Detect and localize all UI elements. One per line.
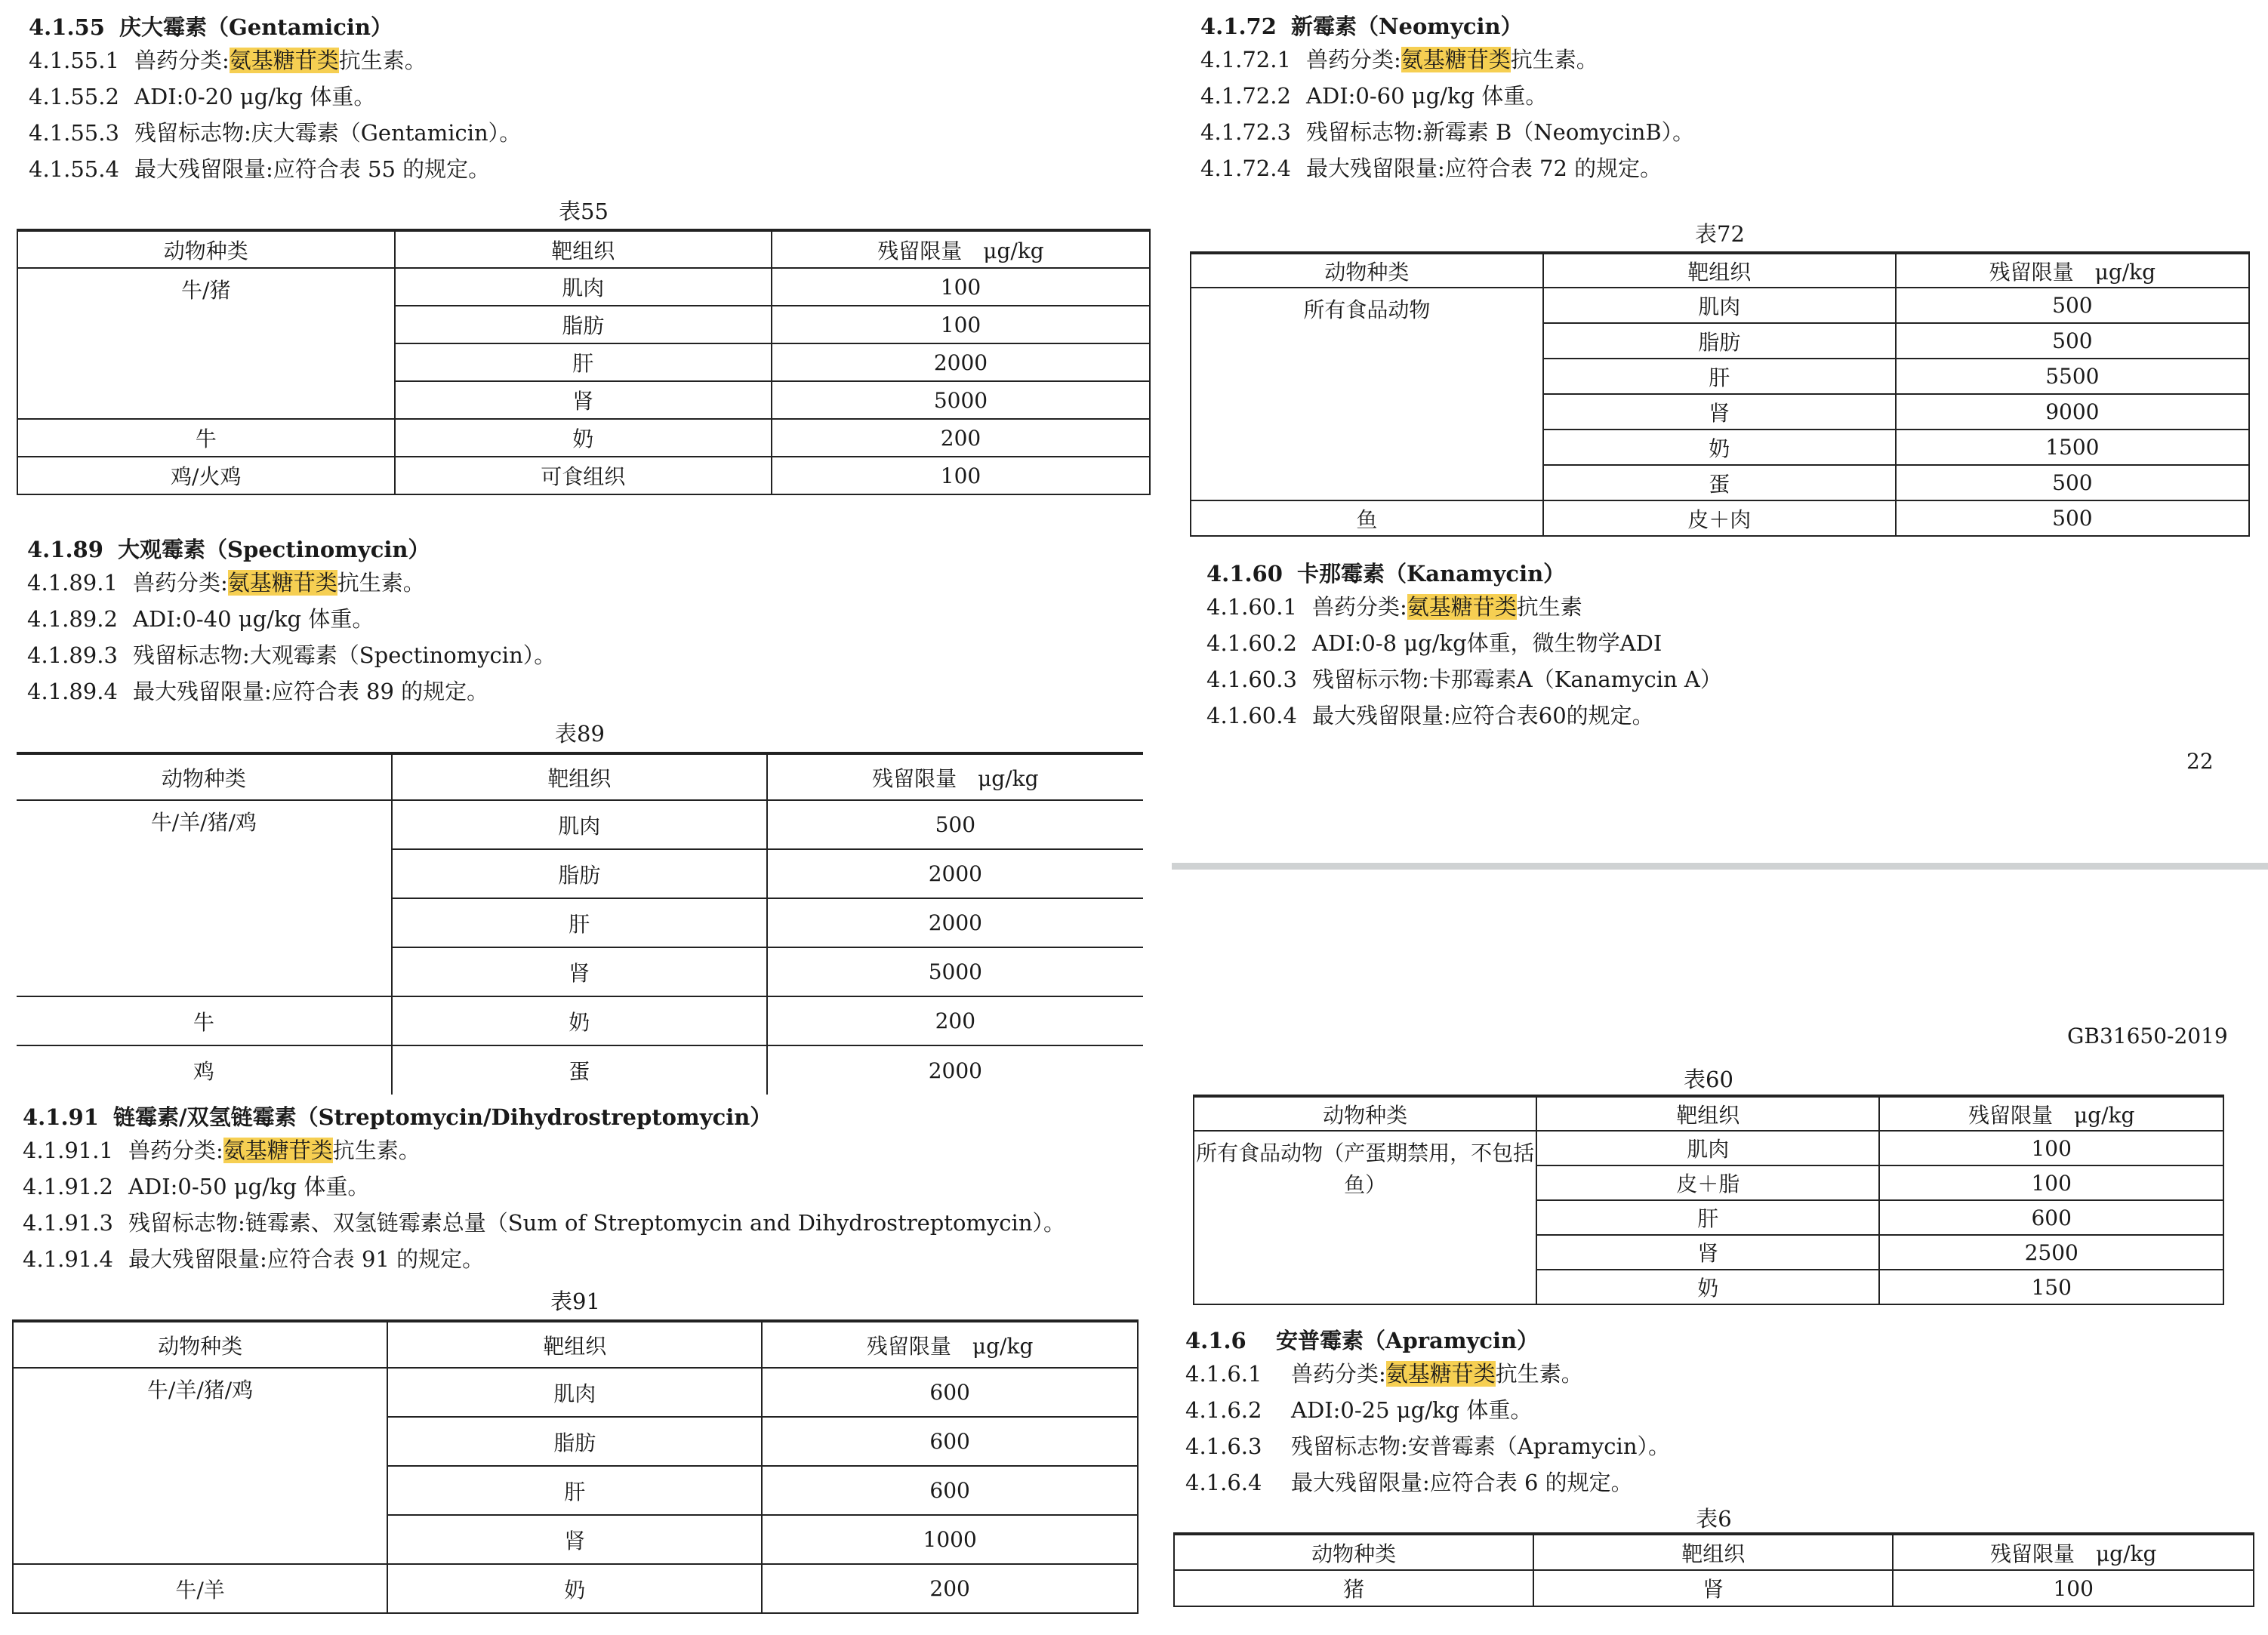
clause-text: 最大残留限量:应符合表 6 的规定。 <box>1291 1470 1633 1495</box>
cell-residue-limit: 600 <box>1879 1200 2223 1235</box>
clause-item <box>27 565 556 601</box>
clause-number: 4.1.55.1 <box>29 48 119 73</box>
clause-item <box>1185 1464 1670 1501</box>
table-row <box>1174 1570 2254 1606</box>
section-heading: 链霉素/双氢链霉素（Streptomycin/Dihydrostreptomycin） <box>113 1104 772 1130</box>
clause-number: 4.1.72.3 <box>1200 119 1291 145</box>
clause-number: 4.1.72.2 <box>1200 83 1291 109</box>
clause-text: 兽药分类: <box>1291 1361 1386 1387</box>
table-60-caption: 表60 <box>1684 1067 1733 1092</box>
cell-animal-species: 所有食品动物（产蛋期禁用，不包括鱼） <box>1194 1131 1536 1304</box>
clause-item <box>23 1169 1065 1205</box>
clause-text: 最大残留限量:应符合表60的规定。 <box>1312 703 1654 728</box>
clause-text-tail: 抗生素。 <box>332 1138 421 1163</box>
table-row <box>13 1564 1138 1613</box>
cell-target-tissue: 肾 <box>1543 394 1896 430</box>
clause-text: 残留标志物:新霉素 B（NeomycinB）。 <box>1306 119 1695 145</box>
clause-number: 4.1.6.2 <box>1185 1397 1262 1423</box>
header-target-tissue: 靶组织 <box>1543 253 1896 288</box>
cell-animal-species: 鸡/火鸡 <box>17 457 395 494</box>
table-row <box>17 996 1143 1045</box>
clause-text-tail: 抗生素。 <box>337 570 425 596</box>
cell-target-tissue: 蛋 <box>392 1045 767 1095</box>
cell-target-tissue: 肌肉 <box>1543 288 1896 323</box>
cell-residue-limit: 1500 <box>1896 430 2249 465</box>
clause-number: 4.1.6.1 <box>1185 1361 1262 1387</box>
section-heading: 卡那霉素（Kanamycin） <box>1297 561 1566 587</box>
cell-residue-limit: 2000 <box>772 343 1150 381</box>
clause-item <box>1185 1356 1670 1392</box>
cell-residue-limit: 100 <box>1879 1131 2223 1165</box>
clause-text: 残留标示物:卡那霉素A（Kanamycin A） <box>1312 667 1722 692</box>
clause-item <box>1206 697 1722 734</box>
cell-residue-limit: 500 <box>1896 288 2249 323</box>
cell-target-tissue: 可食组织 <box>395 457 772 494</box>
cell-residue-limit: 500 <box>1896 500 2249 536</box>
section-4-1-89 <box>27 534 556 710</box>
table-row <box>17 800 1143 849</box>
clause-text: 兽药分类: <box>1312 594 1407 620</box>
table-row <box>17 419 1150 457</box>
clause-number: 4.1.55.3 <box>29 120 119 146</box>
clause-item <box>29 115 521 151</box>
clause-number: 4.1.89.3 <box>27 642 118 668</box>
cell-target-tissue: 肾 <box>387 1515 762 1564</box>
cell-target-tissue: 奶 <box>395 419 772 457</box>
clause-text: 最大残留限量:应符合表 72 的规定。 <box>1306 155 1662 181</box>
clause-item <box>1200 78 1694 114</box>
table-72-caption: 表72 <box>1695 221 1745 247</box>
section-title <box>29 12 521 42</box>
section-4-1-72 <box>1200 11 1694 186</box>
table-72 <box>1190 251 2250 537</box>
clause-text: 兽药分类: <box>128 1138 223 1163</box>
cell-residue-limit: 100 <box>1879 1165 2223 1200</box>
section-number: 4.1.72 <box>1200 14 1277 39</box>
cell-target-tissue: 肝 <box>1536 1200 1879 1235</box>
cell-animal-species: 鱼 <box>1191 500 1543 536</box>
clause-number: 4.1.89.4 <box>27 679 118 704</box>
section-heading: 安普霉素（Apramycin） <box>1276 1328 1539 1353</box>
clause-text: ADI:0-40 μg/kg 体重。 <box>133 606 374 632</box>
cell-animal-species: 牛/羊 <box>13 1564 387 1613</box>
standard-code: GB31650-2019 <box>2067 1024 2228 1048</box>
cell-target-tissue: 肌肉 <box>392 800 767 849</box>
table-60 <box>1193 1095 2224 1305</box>
cell-target-tissue: 蛋 <box>1543 465 1896 500</box>
table-55-caption: 表55 <box>559 199 609 224</box>
clause-item <box>29 42 521 79</box>
cell-target-tissue: 皮＋肉 <box>1543 500 1896 536</box>
cell-residue-limit: 100 <box>1893 1570 2254 1606</box>
clause-item <box>27 601 556 637</box>
clause-number: 4.1.55.4 <box>29 156 119 182</box>
clause-text-tail: 抗生素。 <box>1495 1361 1583 1387</box>
highlighted-term: 氨基糖苷类 <box>229 48 339 73</box>
cell-residue-limit: 500 <box>767 800 1143 849</box>
cell-residue-limit: 200 <box>762 1564 1138 1613</box>
highlighted-term: 氨基糖苷类 <box>1385 1361 1496 1387</box>
cell-target-tissue: 肾 <box>1533 1570 1893 1606</box>
cell-target-tissue: 肾 <box>1536 1235 1879 1270</box>
clause-text: 最大残留限量:应符合表 89 的规定。 <box>133 679 489 704</box>
section-number: 4.1.60 <box>1206 561 1283 587</box>
clause-item <box>1200 114 1694 150</box>
clause-number: 4.1.60.2 <box>1206 630 1297 656</box>
section-4-1-55 <box>29 12 521 187</box>
clause-number: 4.1.91.2 <box>23 1174 113 1199</box>
header-target-tissue: 靶组织 <box>392 753 767 800</box>
clause-item <box>23 1132 1065 1169</box>
section-title <box>1200 11 1694 42</box>
section-heading: 庆大霉素（Gentamicin） <box>119 14 393 40</box>
cell-target-tissue: 肝 <box>387 1466 762 1515</box>
clause-text-tail: 抗生素。 <box>338 48 427 73</box>
cell-target-tissue: 脂肪 <box>1543 323 1896 359</box>
table-89 <box>17 752 1143 1095</box>
clause-item <box>1206 661 1722 697</box>
cell-animal-species: 牛 <box>17 996 392 1045</box>
cell-target-tissue: 肾 <box>395 381 772 419</box>
clause-item <box>29 151 521 187</box>
clause-text: ADI:0-60 μg/kg 体重。 <box>1306 83 1548 109</box>
table-row <box>17 1045 1143 1095</box>
clause-number: 4.1.60.4 <box>1206 703 1297 728</box>
clause-item <box>29 79 521 115</box>
cell-target-tissue: 奶 <box>392 996 767 1045</box>
header-residue-limit: 残留限量 μg/kg <box>762 1321 1138 1368</box>
page-number: 22 <box>2186 749 2214 774</box>
clause-number: 4.1.89.1 <box>27 570 118 596</box>
clause-number: 4.1.91.1 <box>23 1138 113 1163</box>
cell-residue-limit: 5500 <box>1896 359 2249 394</box>
header-target-tissue: 靶组织 <box>387 1321 762 1368</box>
highlighted-term: 氨基糖苷类 <box>223 1138 333 1163</box>
clause-text: ADI:0-25 μg/kg 体重。 <box>1291 1397 1533 1423</box>
cell-residue-limit: 600 <box>762 1368 1138 1417</box>
cell-animal-species: 猪 <box>1174 1570 1533 1606</box>
clause-number: 4.1.72.1 <box>1200 47 1291 72</box>
table-row <box>17 268 1150 306</box>
clause-text: 兽药分类: <box>1306 47 1401 72</box>
clause-text: 兽药分类: <box>134 48 230 73</box>
cell-residue-limit: 100 <box>772 457 1150 494</box>
cell-animal-species: 牛 <box>17 419 395 457</box>
table-91-caption: 表91 <box>550 1289 600 1314</box>
clause-text: ADI:0-8 μg/kg体重，微生物学ADI <box>1312 630 1662 656</box>
clause-number: 4.1.60.1 <box>1206 594 1297 620</box>
table-row <box>1194 1131 2223 1165</box>
cell-target-tissue: 肌肉 <box>1536 1131 1879 1165</box>
section-4-1-60 <box>1206 559 1722 734</box>
section-4-1-6 <box>1185 1326 1670 1501</box>
clause-text: 兽药分类: <box>133 570 228 596</box>
clause-text: 残留标志物:链霉素、双氢链霉素总量（Sum of Streptomycin and Dihydrostreptomycin）。 <box>128 1210 1065 1236</box>
cell-target-tissue: 肝 <box>395 343 772 381</box>
cell-residue-limit: 100 <box>772 268 1150 306</box>
table-row <box>13 1368 1138 1417</box>
clause-item <box>27 637 556 673</box>
header-animal-species: 动物种类 <box>1191 253 1543 288</box>
cell-residue-limit: 2000 <box>767 898 1143 947</box>
cell-target-tissue: 肝 <box>392 898 767 947</box>
clause-text-tail: 抗生素。 <box>1510 47 1598 72</box>
cell-animal-species: 牛/猪 <box>17 268 395 419</box>
clause-item <box>1206 625 1722 661</box>
cell-animal-species: 牛/羊/猪/鸡 <box>17 800 392 996</box>
cell-animal-species: 鸡 <box>17 1045 392 1095</box>
header-residue-limit: 残留限量 μg/kg <box>1879 1096 2223 1131</box>
section-number: 4.1.91 <box>23 1104 99 1130</box>
table-row <box>17 457 1150 494</box>
clause-item <box>1185 1428 1670 1464</box>
header-residue-limit: 残留限量 μg/kg <box>772 230 1150 268</box>
cell-target-tissue: 奶 <box>1543 430 1896 465</box>
clause-item <box>1200 42 1694 78</box>
table-6-caption: 表6 <box>1696 1506 1732 1532</box>
table-55 <box>17 229 1151 495</box>
clause-number: 4.1.91.3 <box>23 1210 113 1236</box>
clause-number: 4.1.55.2 <box>29 84 119 109</box>
cell-target-tissue: 肝 <box>1543 359 1896 394</box>
clause-text: 最大残留限量:应符合表 55 的规定。 <box>134 156 491 182</box>
header-target-tissue: 靶组织 <box>395 230 772 268</box>
table-89-caption: 表89 <box>555 721 605 747</box>
table-91 <box>12 1319 1139 1614</box>
cell-residue-limit: 500 <box>1896 323 2249 359</box>
cell-residue-limit: 200 <box>772 419 1150 457</box>
clause-item <box>23 1205 1065 1241</box>
clause-item <box>23 1241 1065 1277</box>
cell-residue-limit: 500 <box>1896 465 2249 500</box>
clause-text: 残留标志物:庆大霉素（Gentamicin）。 <box>134 120 522 146</box>
clause-number: 4.1.89.2 <box>27 606 118 632</box>
clause-item <box>27 673 556 710</box>
header-residue-limit: 残留限量 μg/kg <box>1893 1534 2254 1570</box>
cell-residue-limit: 5000 <box>772 381 1150 419</box>
cell-residue-limit: 600 <box>762 1417 1138 1466</box>
clause-number: 4.1.60.3 <box>1206 667 1297 692</box>
section-number: 4.1.55 <box>29 14 105 40</box>
section-title <box>27 534 556 565</box>
cell-residue-limit: 9000 <box>1896 394 2249 430</box>
clause-number: 4.1.6.3 <box>1185 1433 1262 1459</box>
cell-animal-species: 所有食品动物 <box>1191 288 1543 500</box>
cell-residue-limit: 2500 <box>1879 1235 2223 1270</box>
header-residue-limit: 残留限量 μg/kg <box>1896 253 2249 288</box>
cell-target-tissue: 脂肪 <box>392 849 767 898</box>
section-title <box>1185 1326 1670 1356</box>
clause-text: 最大残留限量:应符合表 91 的规定。 <box>128 1246 485 1272</box>
cell-residue-limit: 5000 <box>767 947 1143 996</box>
section-heading: 大观霉素（Spectinomycin） <box>118 537 430 562</box>
clause-text: ADI:0-20 μg/kg 体重。 <box>134 84 376 109</box>
table-row <box>1191 288 2249 323</box>
highlighted-term: 氨基糖苷类 <box>1401 47 1511 72</box>
cell-residue-limit: 200 <box>767 996 1143 1045</box>
section-4-1-91 <box>23 1102 1065 1277</box>
cell-target-tissue: 奶 <box>387 1564 762 1613</box>
cell-residue-limit: 2000 <box>767 849 1143 898</box>
highlighted-term: 氨基糖苷类 <box>227 570 337 596</box>
header-residue-limit: 残留限量 μg/kg <box>767 753 1143 800</box>
clause-text: 残留标志物:安普霉素（Apramycin）。 <box>1291 1433 1671 1459</box>
header-animal-species: 动物种类 <box>13 1321 387 1368</box>
clause-text: ADI:0-50 μg/kg 体重。 <box>128 1174 370 1199</box>
clause-item <box>1200 150 1694 186</box>
clause-text-tail: 抗生素 <box>1516 594 1582 620</box>
cell-residue-limit: 600 <box>762 1466 1138 1515</box>
page-divider <box>1172 863 2268 870</box>
header-animal-species: 动物种类 <box>17 753 392 800</box>
header-target-tissue: 靶组织 <box>1533 1534 1893 1570</box>
cell-target-tissue: 肾 <box>392 947 767 996</box>
cell-target-tissue: 脂肪 <box>395 306 772 343</box>
clause-number: 4.1.91.4 <box>23 1246 113 1272</box>
cell-animal-species: 牛/羊/猪/鸡 <box>13 1368 387 1564</box>
cell-target-tissue: 肌肉 <box>387 1368 762 1417</box>
header-target-tissue: 靶组织 <box>1536 1096 1879 1131</box>
section-title <box>23 1102 1065 1132</box>
cell-residue-limit: 1000 <box>762 1515 1138 1564</box>
section-heading: 新霉素（Neomycin） <box>1291 14 1523 39</box>
cell-target-tissue: 肌肉 <box>395 268 772 306</box>
clause-item <box>1206 589 1722 625</box>
cell-residue-limit: 150 <box>1879 1270 2223 1304</box>
header-animal-species: 动物种类 <box>1174 1534 1533 1570</box>
highlighted-term: 氨基糖苷类 <box>1407 594 1517 620</box>
clause-number: 4.1.6.4 <box>1185 1470 1262 1495</box>
clause-text: 残留标志物:大观霉素（Spectinomycin）。 <box>133 642 556 668</box>
table-row <box>1191 500 2249 536</box>
cell-target-tissue: 脂肪 <box>387 1417 762 1466</box>
cell-residue-limit: 2000 <box>767 1045 1143 1095</box>
table-6 <box>1173 1532 2254 1607</box>
header-animal-species: 动物种类 <box>17 230 395 268</box>
section-number: 4.1.89 <box>27 537 103 562</box>
header-animal-species: 动物种类 <box>1194 1096 1536 1131</box>
clause-number: 4.1.72.4 <box>1200 155 1291 181</box>
section-title <box>1206 559 1722 589</box>
cell-target-tissue: 皮＋脂 <box>1536 1165 1879 1200</box>
clause-item <box>1185 1392 1670 1428</box>
cell-residue-limit: 100 <box>772 306 1150 343</box>
cell-target-tissue: 奶 <box>1536 1270 1879 1304</box>
section-number: 4.1.6 <box>1185 1328 1246 1353</box>
